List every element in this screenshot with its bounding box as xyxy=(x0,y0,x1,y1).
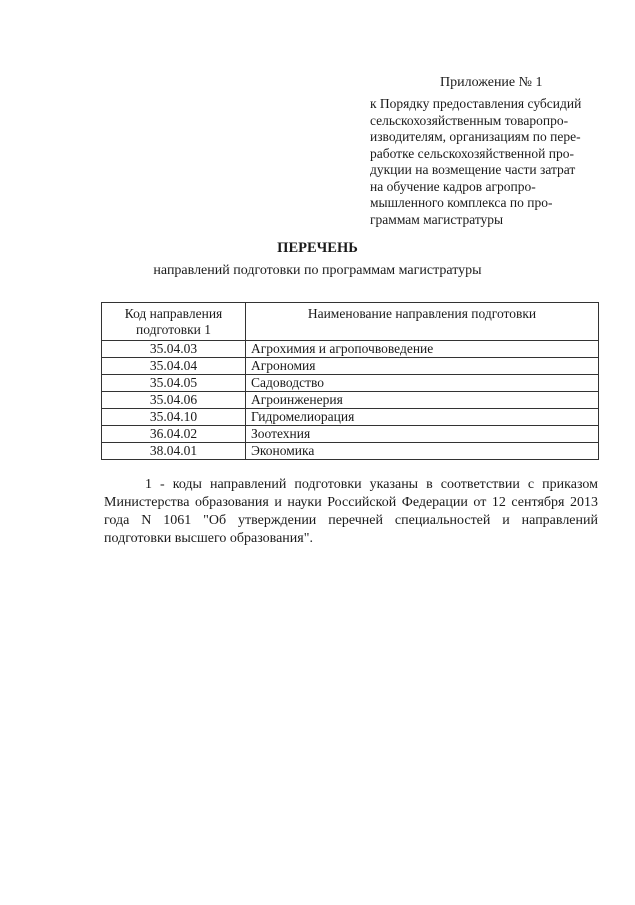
direction-code: 35.04.10 xyxy=(102,409,246,426)
table-row xyxy=(102,443,599,460)
direction-name: Экономика xyxy=(246,443,599,460)
code-header-line: Код направления xyxy=(124,305,223,321)
code-column-header xyxy=(102,303,246,341)
code-header-line: подготовки 1 xyxy=(136,321,211,337)
appendix-line: к Порядку предоставления субсидий xyxy=(370,96,582,111)
appendix-line: на обучение кадров агропро- xyxy=(370,178,536,194)
table-header-row xyxy=(102,303,599,341)
direction-name: Садоводство xyxy=(246,375,599,392)
document-subtitle: направлений подготовки по программам магистратуры xyxy=(153,263,482,278)
table-row xyxy=(102,375,599,392)
direction-code: 35.04.04 xyxy=(102,358,246,375)
direction-code: 38.04.01 xyxy=(102,443,246,460)
table-row xyxy=(102,409,599,426)
footnote: 1 - коды направлений подготовки указаны в соответствии с приказом Министерства образования и науки Российской Федерации от 12 сентября 2013 года N 1061 "Об утверждении перечней специальностей и направлений подготовки высшего образования". xyxy=(104,477,598,546)
appendix-title: Приложение № 1 xyxy=(440,75,543,90)
appendix-line: сельскохозяйственным товаропро- xyxy=(370,112,569,128)
appendix-line: мышленного комплекса по про- xyxy=(370,195,553,210)
direction-code: 35.04.06 xyxy=(102,392,246,409)
appendix-reference xyxy=(370,96,610,228)
direction-code: 35.04.05 xyxy=(102,375,246,392)
name-column-header: Наименование направления подготовки xyxy=(246,303,599,341)
document-title: ПЕРЕЧЕНЬ xyxy=(277,240,358,256)
appendix-line: граммам магистратуры xyxy=(370,211,504,227)
direction-name: Зоотехния xyxy=(246,426,599,443)
direction-code: 35.04.03 xyxy=(102,341,246,358)
direction-name: Агроинженерия xyxy=(246,392,599,409)
table-row xyxy=(102,358,599,375)
direction-code: 36.04.02 xyxy=(102,426,246,443)
appendix-line: изводителям, организациям по пере- xyxy=(370,129,581,144)
appendix-line: дукции на возмещение части затрат xyxy=(370,162,576,177)
directions-table xyxy=(101,302,599,460)
appendix-line: работке сельскохозяйственной про- xyxy=(370,145,574,161)
table-row xyxy=(102,392,599,409)
table-row xyxy=(102,426,599,443)
table-row xyxy=(102,341,599,358)
direction-name: Агрономия xyxy=(246,358,599,375)
direction-name: Гидромелиорация xyxy=(246,409,599,426)
direction-name: Агрохимия и агропочвоведение xyxy=(246,341,599,358)
